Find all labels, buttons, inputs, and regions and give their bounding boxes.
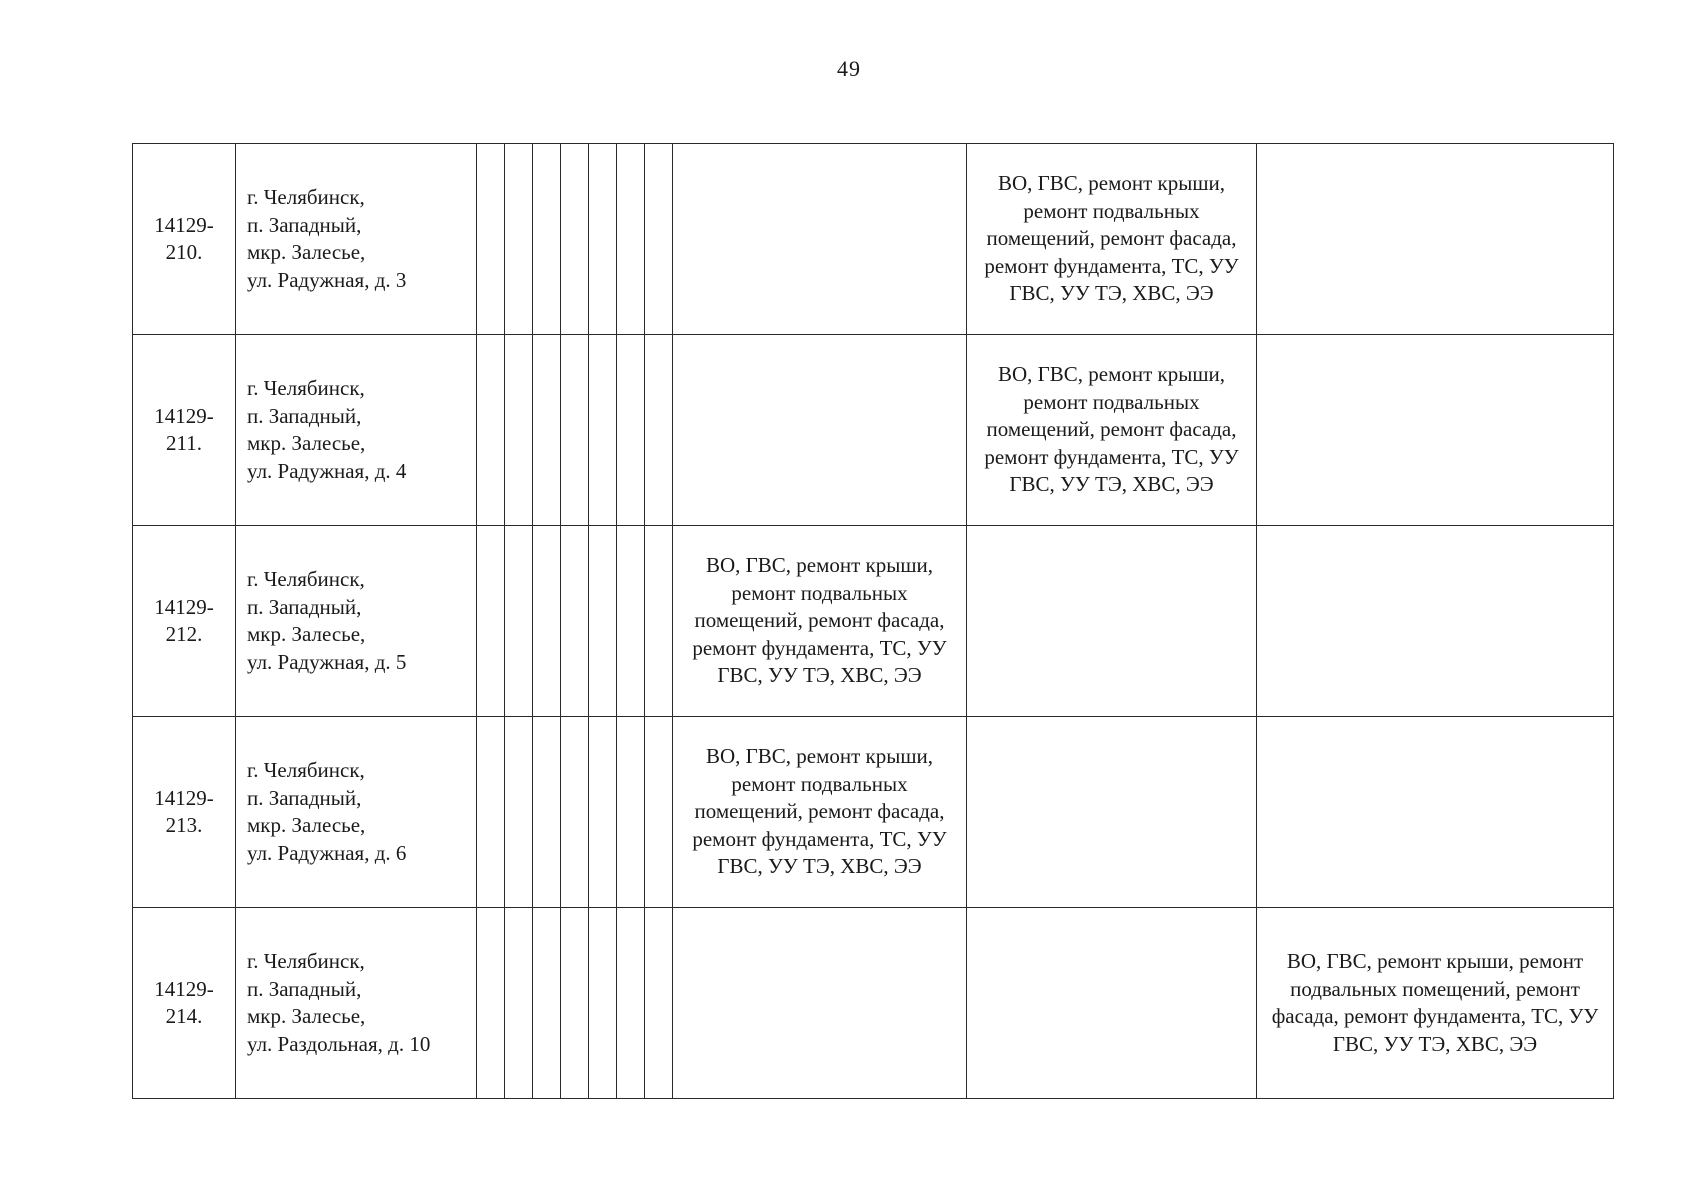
- address-line: ул. Радужная, д. 5: [247, 649, 407, 674]
- work-list-cell-col-c: [1257, 717, 1614, 908]
- empty-narrow-cell: [617, 526, 645, 717]
- empty-narrow-cell: [505, 717, 533, 908]
- row-number-line: 212.: [165, 622, 203, 646]
- empty-narrow-cell: [477, 908, 505, 1099]
- repair-program-table: [132, 143, 1614, 1099]
- table-row: [133, 335, 1614, 526]
- row-number-cell: [133, 335, 236, 526]
- address-line: мкр. Залесье,: [247, 1004, 366, 1028]
- work-list-cell-col-b: ВО, ГВС, ремонт крыши, ремонт подвальных помещений, ремонт фасада, ремонт фундамента, ТС, УУ ГВС, УУ ТЭ, ХВС, ЭЭ: [967, 144, 1257, 335]
- empty-narrow-cell: [589, 144, 617, 335]
- empty-narrow-cell: [617, 144, 645, 335]
- page-number: 49: [837, 56, 861, 81]
- empty-narrow-cell: [561, 526, 589, 717]
- empty-narrow-cell: [477, 526, 505, 717]
- empty-narrow-cell: [533, 717, 561, 908]
- address-line: ул. Радужная, д. 6: [247, 840, 407, 865]
- table-row: [133, 908, 1614, 1099]
- empty-narrow-cell: [645, 526, 673, 717]
- row-number-line: 14129-: [154, 212, 214, 237]
- row-number-line: 214.: [165, 1004, 203, 1028]
- empty-narrow-cell: [645, 908, 673, 1099]
- empty-narrow-cell: [617, 908, 645, 1099]
- row-number-cell: [133, 717, 236, 908]
- work-list-cell-col-b: [967, 526, 1257, 717]
- empty-narrow-cell: [645, 717, 673, 908]
- address-cell: [236, 335, 477, 526]
- address-line: г. Челябинск,: [247, 185, 365, 209]
- empty-narrow-cell: [505, 526, 533, 717]
- work-list-cell-col-c: [1257, 144, 1614, 335]
- empty-narrow-cell: [561, 335, 589, 526]
- address-line: мкр. Залесье,: [247, 431, 366, 455]
- table-row: [133, 717, 1614, 908]
- row-number-cell: [133, 144, 236, 335]
- empty-narrow-cell: [477, 335, 505, 526]
- address-line: ул. Радужная, д. 4: [247, 458, 407, 483]
- address-line: мкр. Залесье,: [247, 813, 366, 837]
- address-line: ул. Раздольная, д. 10: [247, 1031, 431, 1056]
- work-list-cell-col-a: [673, 144, 967, 335]
- work-list-cell-col-a: [673, 335, 967, 526]
- address-line: мкр. Залесье,: [247, 240, 366, 264]
- empty-narrow-cell: [533, 908, 561, 1099]
- row-number-cell: [133, 908, 236, 1099]
- empty-narrow-cell: [589, 717, 617, 908]
- empty-narrow-cell: [477, 717, 505, 908]
- address-cell: [236, 717, 477, 908]
- table-row: [133, 526, 1614, 717]
- address-line: мкр. Залесье,: [247, 622, 366, 646]
- row-number-line: 14129-: [154, 785, 214, 810]
- address-line: г. Челябинск,: [247, 949, 365, 973]
- empty-narrow-cell: [505, 335, 533, 526]
- empty-narrow-cell: [533, 144, 561, 335]
- work-list-cell-col-b: [967, 717, 1257, 908]
- empty-narrow-cell: [505, 908, 533, 1099]
- table-row: [133, 144, 1614, 335]
- empty-narrow-cell: [645, 144, 673, 335]
- row-number-cell: [133, 526, 236, 717]
- address-line: г. Челябинск,: [247, 376, 365, 400]
- address-cell: [236, 144, 477, 335]
- empty-narrow-cell: [561, 144, 589, 335]
- row-number-line: 211.: [166, 431, 202, 455]
- empty-narrow-cell: [589, 335, 617, 526]
- empty-narrow-cell: [533, 526, 561, 717]
- address-line: г. Челябинск,: [247, 567, 365, 591]
- work-list-cell-col-a: [673, 908, 967, 1099]
- address-cell: [236, 526, 477, 717]
- work-list-cell-col-b: ВО, ГВС, ремонт крыши, ремонт подвальных помещений, ремонт фасада, ремонт фундамента, ТС, УУ ГВС, УУ ТЭ, ХВС, ЭЭ: [967, 335, 1257, 526]
- empty-narrow-cell: [533, 335, 561, 526]
- address-line: г. Челябинск,: [247, 758, 365, 782]
- work-list-cell-col-a: ВО, ГВС, ремонт крыши, ремонт подвальных помещений, ремонт фасада, ремонт фундамента, ТС, УУ ГВС, УУ ТЭ, ХВС, ЭЭ: [673, 526, 967, 717]
- empty-narrow-cell: [561, 717, 589, 908]
- empty-narrow-cell: [589, 908, 617, 1099]
- row-number-line: 14129-: [154, 594, 214, 619]
- empty-narrow-cell: [645, 335, 673, 526]
- address-line: п. Западный,: [247, 594, 362, 619]
- table-body: [133, 144, 1614, 1099]
- empty-narrow-cell: [561, 908, 589, 1099]
- address-line: п. Западный,: [247, 976, 362, 1001]
- empty-narrow-cell: [589, 526, 617, 717]
- address-line: п. Западный,: [247, 785, 362, 810]
- address-line: п. Западный,: [247, 403, 362, 428]
- empty-narrow-cell: [477, 144, 505, 335]
- address-line: ул. Радужная, д. 3: [247, 267, 407, 292]
- work-list-cell-col-c: [1257, 526, 1614, 717]
- work-list-cell-col-a: ВО, ГВС, ремонт крыши, ремонт подвальных помещений, ремонт фасада, ремонт фундамента, ТС, УУ ГВС, УУ ТЭ, ХВС, ЭЭ: [673, 717, 967, 908]
- row-number-line: 210.: [165, 240, 203, 264]
- work-list-cell-col-c: [1257, 335, 1614, 526]
- work-list-cell-col-c: ВО, ГВС, ремонт крыши, ремонт подвальных помещений, ремонт фасада, ремонт фундамента, ТС, УУ ГВС, УУ ТЭ, ХВС, ЭЭ: [1257, 908, 1614, 1099]
- empty-narrow-cell: [617, 335, 645, 526]
- empty-narrow-cell: [505, 144, 533, 335]
- row-number-line: 14129-: [154, 976, 214, 1001]
- address-cell: [236, 908, 477, 1099]
- empty-narrow-cell: [617, 717, 645, 908]
- work-list-cell-col-b: [967, 908, 1257, 1099]
- address-line: п. Западный,: [247, 212, 362, 237]
- row-number-line: 14129-: [154, 403, 214, 428]
- row-number-line: 213.: [165, 813, 203, 837]
